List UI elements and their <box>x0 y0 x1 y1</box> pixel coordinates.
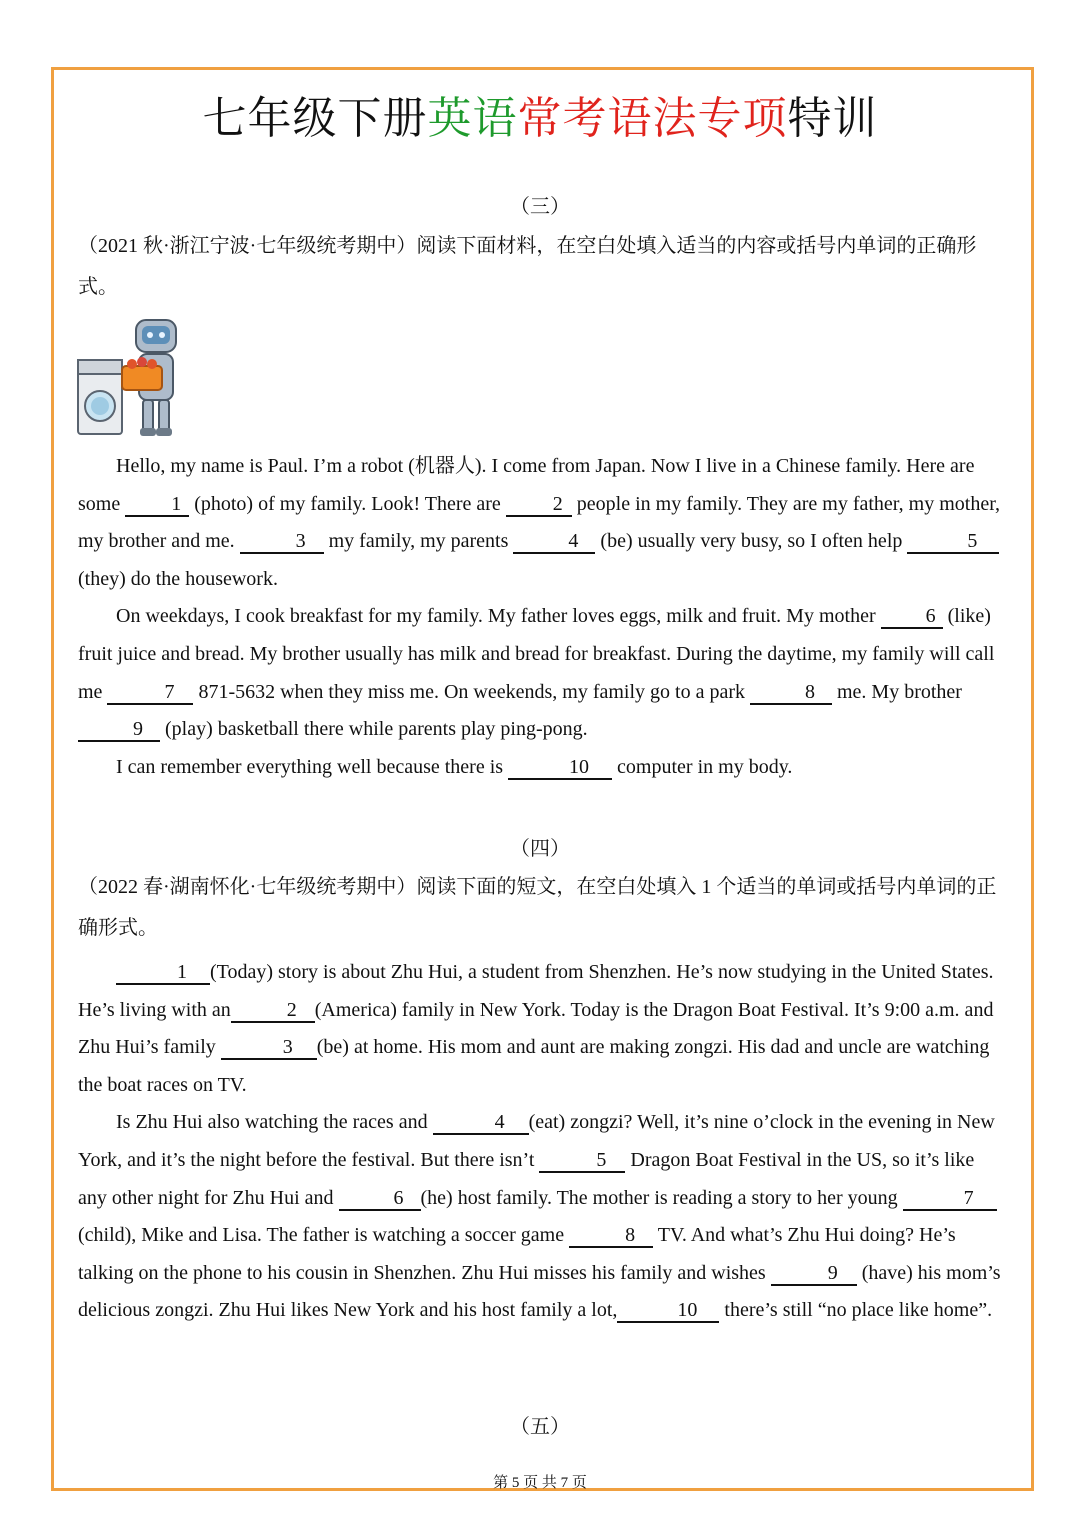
section-4-instructions: （2022 春·湖南怀化·七年级统考期中）阅读下面的短文，在空白处填入 1 个适当的单词或括号内单词的正确形式。 <box>78 876 997 939</box>
answer-blank[interactable]: 6 <box>881 605 943 629</box>
answer-blank[interactable]: 10 <box>508 756 612 780</box>
answer-blank[interactable]: 2 <box>506 493 572 517</box>
passage-paragraph: Hello, my name is Paul. I’m a robot (机器人). I come from Japan. Now I live in a Chinese family. Here are some 1 (photo) of my family. Look! There are 2 people in my family. They are my father, my mother, my brother and me. 3 my family, my parents 4 (be) usually very busy, so I often help 5 (they) do the housework. <box>78 455 1001 590</box>
section-4-passage <box>78 954 1008 1330</box>
passage-paragraph: I can remember everything well because there is 10 computer in my body. <box>116 755 793 778</box>
passage-paragraph: Is Zhu Hui also watching the races and 4 (eat) zongzi? Well, it’s nine o’clock in the evening in New York, and it’s the night before the festival. But there isn’t 5 Dragon Boat Festival in the US, so it’s like any other night for Zhu Hui and 6 (he) host family. The mother is reading a story to her young 7(child), Mike and Lisa. The father is watching a soccer game 8 TV. And what’s Zhu Hui doing? He’s talking on the phone to his cousin in Shenzhen. Zhu Hui misses his family and wishes 9 (have) his mom’s delicious zongzi. Zhu Hui likes New York and his host family a lot, 10 there’s still “no place like home”. <box>78 1111 1001 1322</box>
answer-blank[interactable]: 3 <box>240 530 324 554</box>
answer-blank[interactable]: 3 <box>221 1036 317 1060</box>
answer-blank[interactable]: 1 <box>116 961 210 985</box>
section-3-heading: （三） <box>510 196 570 218</box>
section-3-instructions: （2021 秋·浙江宁波·七年级统考期中）阅读下面材料，在空白处填入适当的内容或括号内单词的正确形式。 <box>78 235 977 298</box>
answer-blank[interactable]: 10 <box>617 1299 719 1323</box>
answer-blank[interactable]: 1 <box>125 493 189 517</box>
answer-blank[interactable]: 5 <box>539 1149 625 1173</box>
section-5-heading: （五） <box>510 1416 570 1438</box>
answer-blank[interactable]: 7 <box>903 1187 997 1211</box>
answer-blank[interactable]: 2 <box>231 999 315 1023</box>
answer-blank[interactable]: 5 <box>907 530 999 554</box>
answer-blank[interactable]: 6 <box>339 1187 421 1211</box>
answer-blank[interactable]: 7 <box>107 681 193 705</box>
robot-illustration <box>76 316 186 438</box>
passage-paragraph: On weekdays, I cook breakfast for my family. My father loves eggs, milk and fruit. My mother 6 (like) fruit juice and bread. My brother usually has milk and bread for breakfast. During the daytime, my family will call me 7 871-5632 when they miss me. On weekends, my family go to a park 8 me. My brother 9 (play) basketball there while parents play ping-pong. <box>78 605 995 741</box>
answer-blank[interactable]: 8 <box>569 1224 653 1248</box>
page-footer: 第 5 页 共 7 页 <box>493 1475 587 1491</box>
answer-blank[interactable]: 4 <box>513 530 595 554</box>
page-title: 七年级下册英语常考语法专项特训 <box>202 93 878 144</box>
answer-blank[interactable]: 9 <box>78 718 160 742</box>
answer-blank[interactable]: 9 <box>771 1262 857 1286</box>
answer-blank[interactable]: 8 <box>750 681 832 705</box>
passage-paragraph: 1 (Today) story is about Zhu Hui, a student from Shenzhen. He’s now studying in the United States. He’s living with an 2 (America) family in New York. Today is the Dragon Boat Festival. It’s 9:00 a.m. and Zhu Hui’s family 3 (be) at home. His mom and aunt are making zongzi. His dad and uncle are watching the boat races on TV. <box>78 961 994 1096</box>
section-4-heading: （四） <box>510 838 570 860</box>
section-3-passage <box>78 448 1008 786</box>
answer-blank[interactable]: 4 <box>433 1111 529 1135</box>
